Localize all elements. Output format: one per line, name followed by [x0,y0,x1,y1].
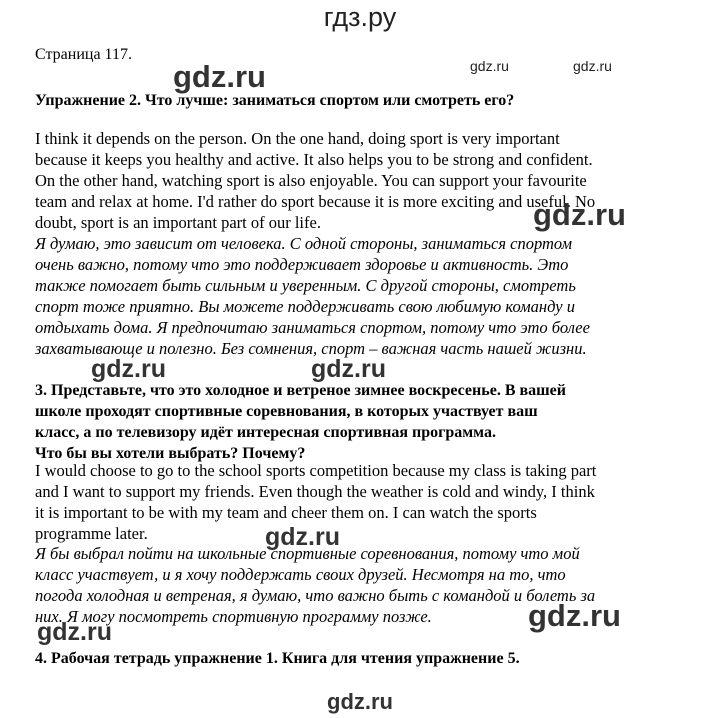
text-line: них. Я могу посмотреть спортивную программу позже. [35,607,432,626]
watermark: gdz.ru [37,618,112,646]
text-line: класс, а по телевизору идёт интересная спортивная программа. [35,424,496,441]
exercise-2-title: Упражнение 2. Что лучше: заниматься спортом или смотреть его? [35,92,515,109]
watermark: gdz.ru [533,197,626,232]
site-logo: гдз.ру [323,2,397,32]
text-line: также помогает быть сильным и уверенным. С другой стороны, смотреть [35,276,576,295]
exercise-3-russian-text [35,543,595,627]
text-line: захватывающе и полезно. Без сомнения, спорт – важная часть нашей жизни. [35,339,587,358]
watermark: gdz.ru [311,355,386,383]
watermark: gdz.ru [173,59,266,94]
watermark: gdz.ru [528,598,621,633]
text-line: because it keeps you healthy and active. It also helps you to be strong and confident. [35,150,593,169]
text-line: школе проходят спортивные соревнования, в которых участвует ваш [35,403,538,420]
watermark: gdz.ru [265,523,340,551]
text-line: Я бы выбрал пойти на школьные спортивные соревнования, потому что мой [35,544,580,563]
text-line: it is important to be with my team and cheer them on. I can watch the sports [35,503,537,522]
text-line: погода холодная и ветреная, я думаю, что важно быть с командой и болеть за [35,586,596,605]
text-line: отдыхать дома. Я предпочитаю заниматься спортом, потому что это более [35,318,590,337]
text-line: спорт тоже приятно. Вы можете поддерживать свою любимую команду и [35,297,575,316]
watermark: gdz.ru [573,58,612,74]
exercise-2-english-text [35,128,595,233]
text-line: team and relax at home. I'd rather do sport because it is more exciting and useful. No [35,192,596,211]
text-line: Я думаю, это зависит от человека. С одной стороны, заниматься спортом [35,234,573,253]
exercise-2-russian-text [35,233,590,359]
text-line: and I want to support my friends. Even though the weather is cold and windy, I think [35,482,595,501]
text-line: очень важно, потому что это поддерживает здоровье и активность. Это [35,255,569,274]
text-line: I think it depends on the person. On the one hand, doing sport is very important [35,129,560,148]
text-line: programme later. [35,524,148,543]
page-number: Страница 117. [35,46,132,63]
text-line: doubt, sport is an important part of our life. [35,213,321,232]
exercise-4-title: 4. Рабочая тетрадь упражнение 1. Книга для чтения упражнение 5. [35,650,520,667]
footer-logo: gdz.ru [327,689,393,714]
text-line: On the other hand, watching sport is also enjoyable. You can support your favourite [35,171,587,190]
watermark: gdz.ru [470,58,509,74]
text-line: I would choose to go to the school sports competition because my class is taking part [35,461,597,480]
exercise-3-title [35,380,566,464]
text-line: 3. Представьте, что это холодное и ветреное зимнее воскресенье. В вашей [35,382,566,399]
watermark: gdz.ru [91,355,166,383]
text-line: класс участвует, и я хочу поддержать своих друзей. Несмотря на то, что [35,565,566,584]
text-line: Что бы вы хотели выбрать? Почему? [35,445,306,462]
